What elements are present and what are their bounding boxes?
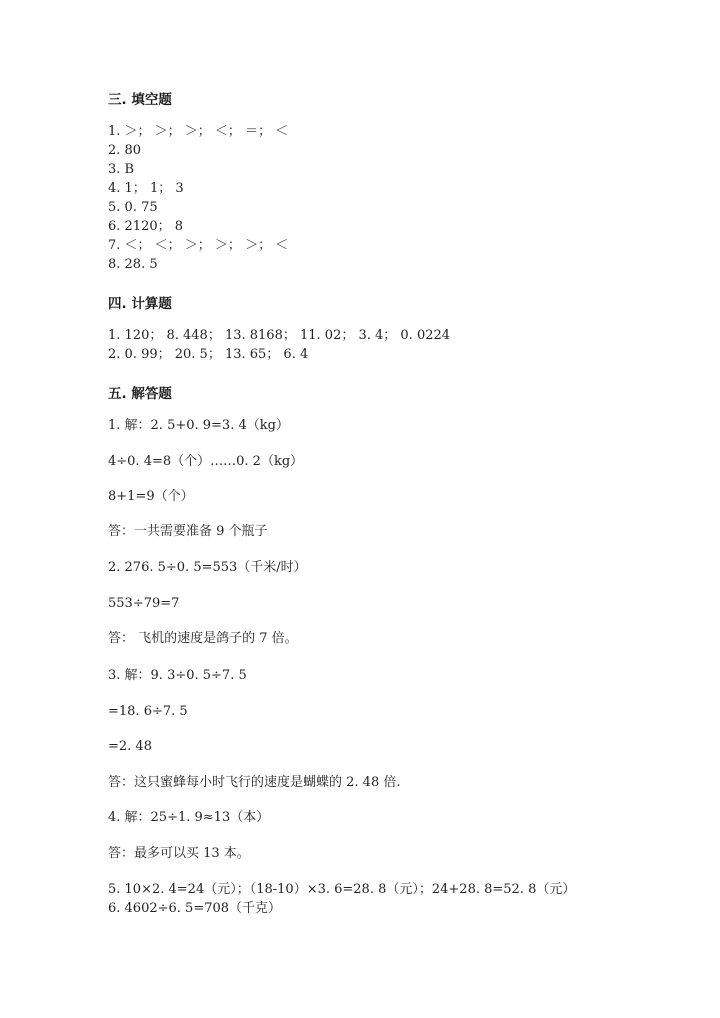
fill-blank-answer-6: 6. 2120； 8	[108, 219, 184, 234]
word-problem-line: 答：一共需要准备 9 个瓶子	[108, 524, 268, 539]
word-problem-line: 8+1=9（个）	[108, 489, 194, 504]
fill-blank-answer-2: 2. 80	[108, 143, 142, 158]
word-problem-line: 2. 276. 5÷0. 5=553（千米/时）	[108, 560, 307, 575]
fill-blank-answer-4: 4. 1； 1； 3	[108, 181, 184, 196]
word-problem-line: =18. 6÷7. 5	[108, 704, 188, 719]
word-problem-line: =2. 48	[108, 739, 152, 754]
word-problem-line: 答： 飞机的速度是鸽子的 7 倍。	[108, 631, 298, 646]
word-problem-line: 答：这只蜜蜂每小时飞行的速度是蝴蝶的 2. 48 倍.	[108, 775, 401, 790]
word-problem-line: 3. 解：9. 3÷0. 5÷7. 5	[108, 668, 247, 683]
section-heading-word-problems: 五. 解答题	[108, 386, 172, 402]
section-heading-fill-blank: 三. 填空题	[108, 92, 172, 108]
word-problem-line: 553÷79=7	[108, 596, 180, 611]
word-problem-line: 4÷0. 4=8（个）……0. 2（kg）	[108, 454, 304, 469]
word-problem-line: 5. 10×2. 4=24（元）；（18-10）×3. 6=28. 8（元）；24+28. 8=52. 8（元）	[108, 882, 576, 897]
word-problem-line: 4. 解：25÷1. 9≈13（本）	[108, 810, 270, 825]
section-heading-calculation: 四. 计算题	[108, 296, 172, 312]
fill-blank-answer-8: 8. 28. 5	[108, 257, 158, 272]
fill-blank-answer-1: 1. ＞； ＞； ＞； ＜； ＝； ＜	[108, 124, 289, 139]
word-problem-line: 1. 解：2. 5+0. 9=3. 4（kg）	[108, 418, 289, 433]
fill-blank-answer-3: 3. B	[108, 162, 135, 177]
word-problem-line: 答：最多可以买 13 本。	[108, 846, 250, 861]
fill-blank-answer-7: 7. ＜； ＜； ＞； ＞； ＞； ＜	[108, 238, 289, 253]
calculation-answer-1: 1. 120； 8. 448； 13. 8168； 11. 02； 3. 4； 0. 0224	[108, 328, 451, 343]
fill-blank-answer-5: 5. 0. 75	[108, 200, 158, 215]
word-problem-line: 6. 4602÷6. 5=708（千克）	[108, 901, 282, 916]
calculation-answer-2: 2. 0. 99； 20. 5； 13. 65； 6. 4	[108, 347, 309, 362]
